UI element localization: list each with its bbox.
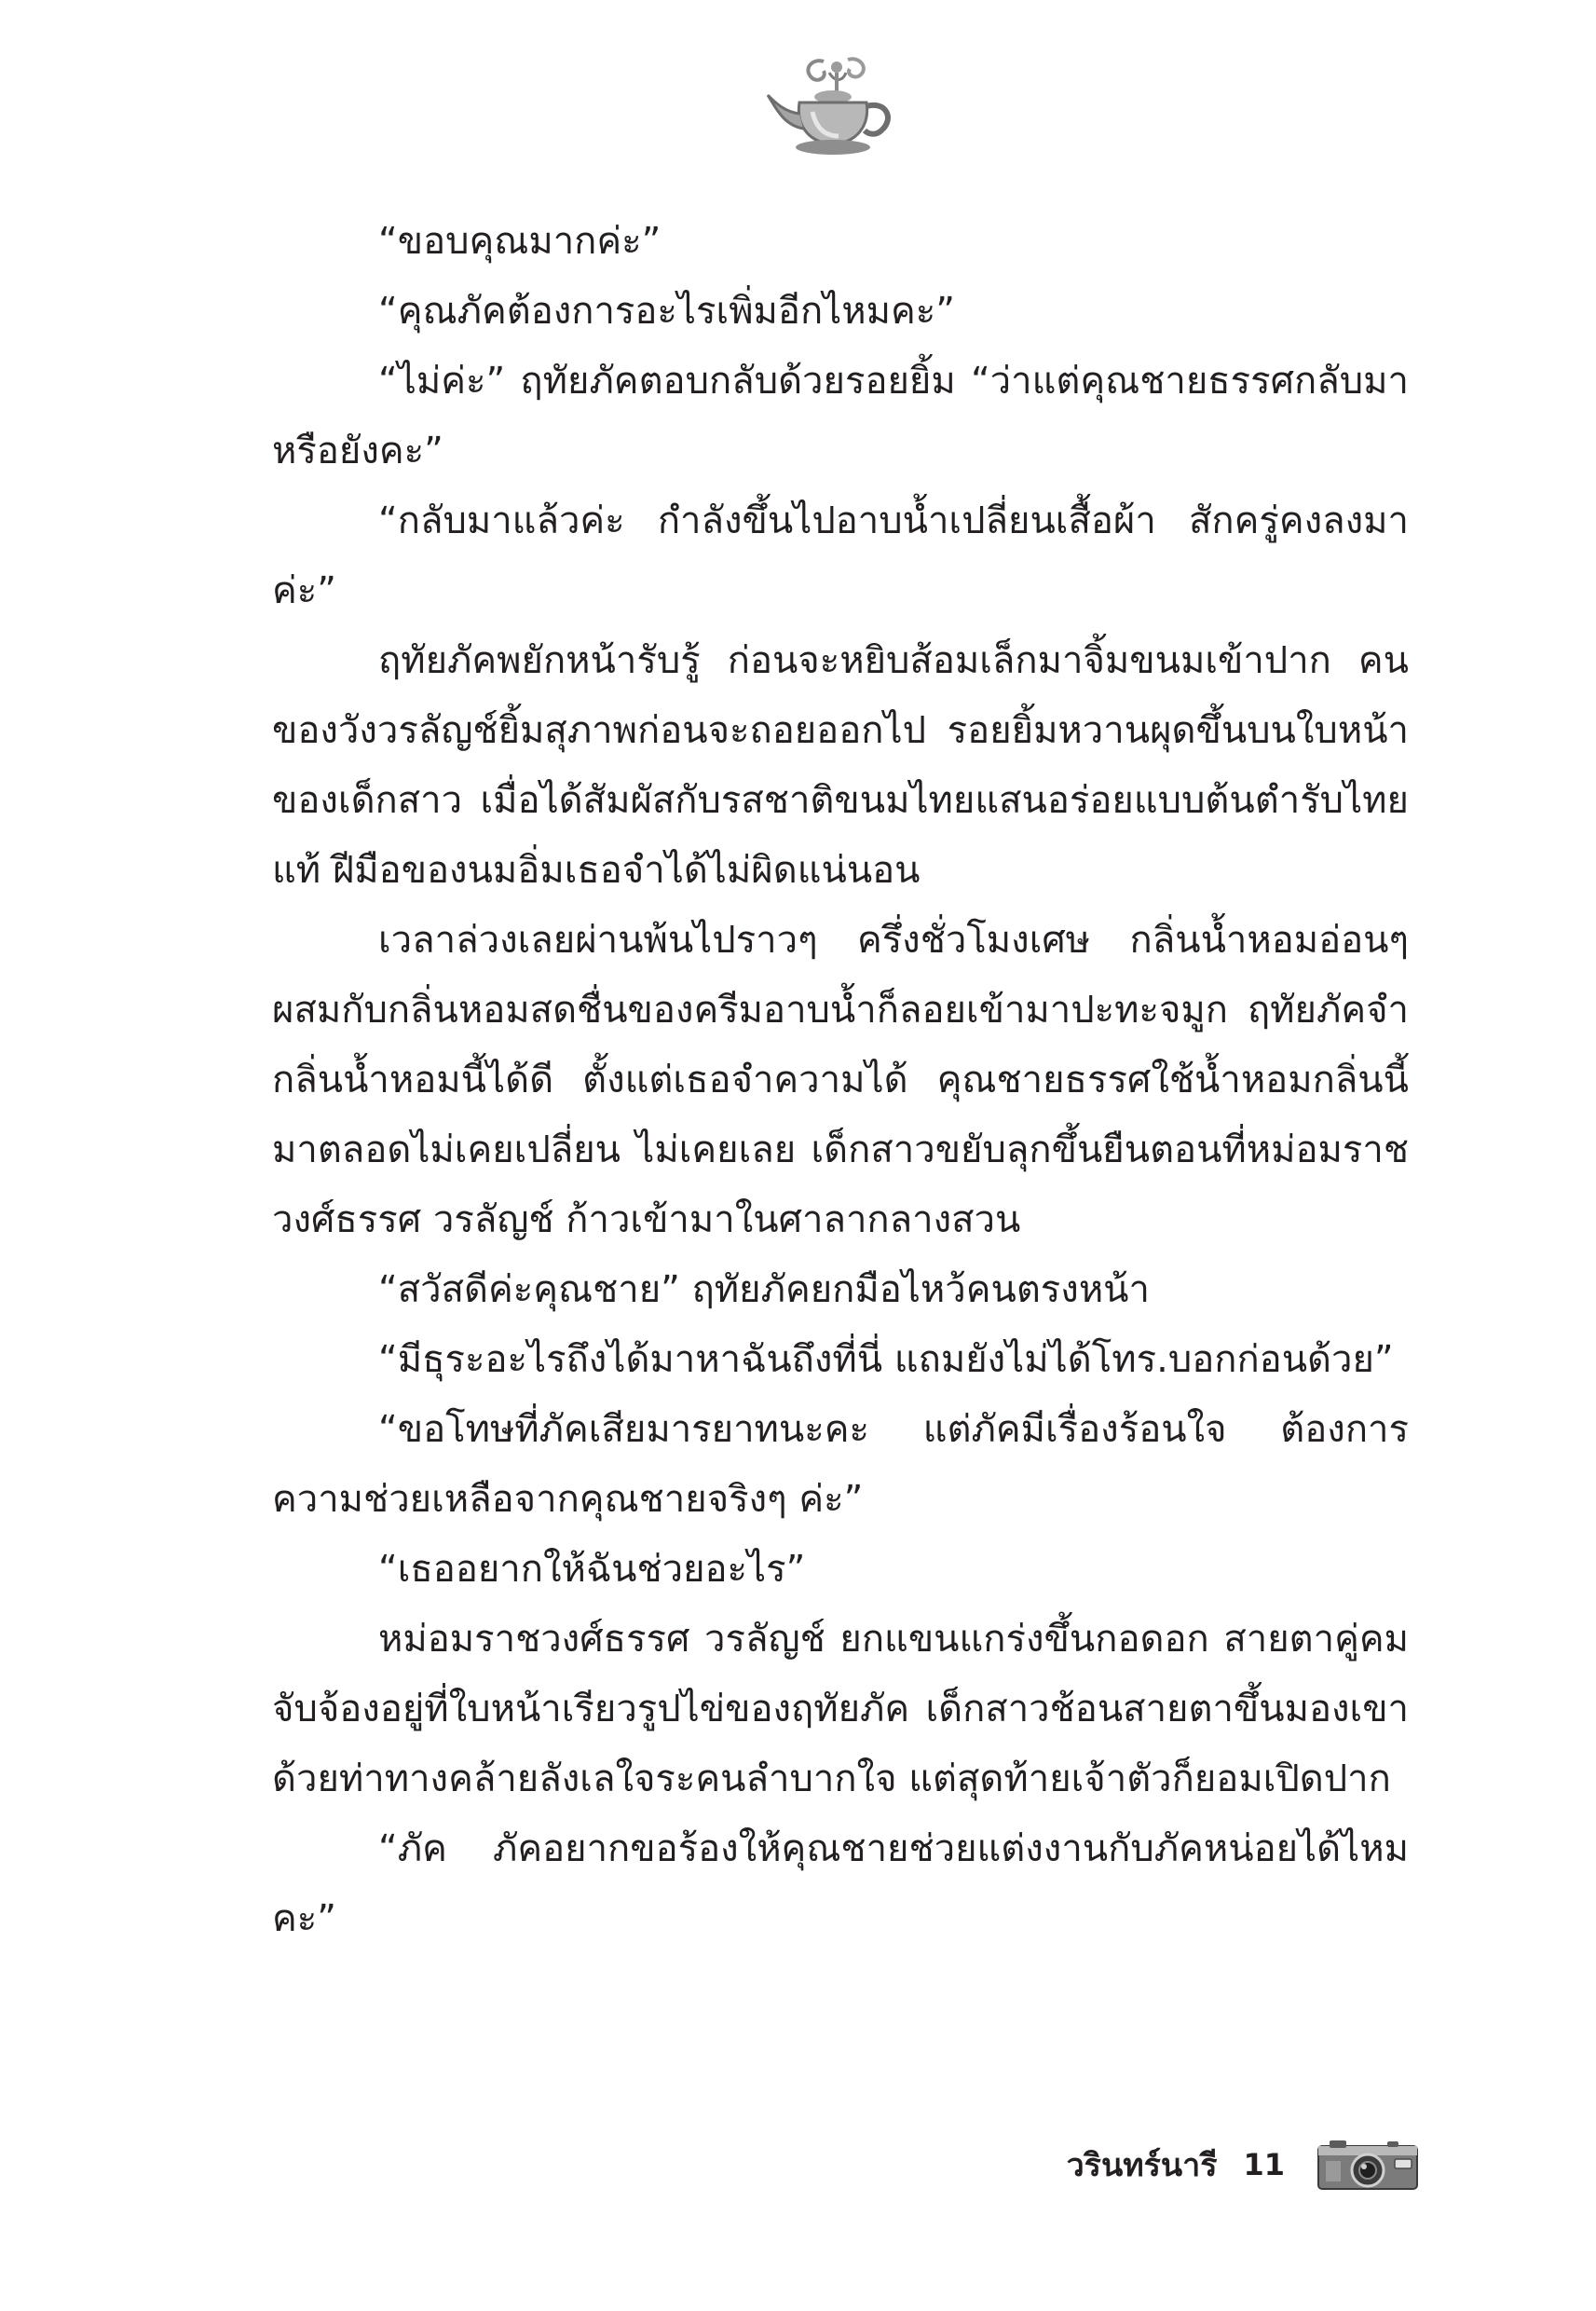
paragraph-4: “กลับมาแล้วค่ะ กำลังขึ้นไปอาบน้ำเปลี่ยนเสื้อผ้า สักครู่คงลงมาค่ะ”	[272, 499, 1409, 612]
paragraph-7: “สวัสดีค่ะคุณชาย” ฤทัยภัคยกมือไหว้คนตรงหน้า	[378, 1268, 1150, 1311]
paragraph-3: “ไม่ค่ะ” ฤทัยภัคตอบกลับด้วยรอยยิ้ม “ว่าแต่คุณชายธรรศกลับมาหรือยังคะ”	[272, 360, 1409, 472]
paragraph-6: เวลาล่วงเลยผ่านพ้นไปราวๆ ครึ่งชั่วโมงเศษ กลิ่นน้ำหอมอ่อนๆ ผสมกับกลิ่นหอมสดชื่นของครีมอาบน้ำก็ลอยเข้ามาปะทะจมูก ฤทัยภัคจำกลิ่นน้ำหอมนี้ได้ดี ตั้งแต่เธอจำความได้ คุณชายธรรศใช้น้ำหอมกลิ่นนี้มาตลอดไม่เคยเปลี่ยน ไม่เคยเลย เด็กสาวขยับลุกขึ้นยืนตอนที่หม่อมราชวงศ์ธรรศ วรลัญช์ ก้าวเข้ามาในศาลากลางสวน	[272, 919, 1409, 1241]
paragraph-10: “เธออยากให้ฉันช่วยอะไร”	[378, 1548, 806, 1591]
paragraph-2: “คุณภัคต้องการอะไรเพิ่มอีกไหมคะ”	[378, 290, 955, 333]
paragraph-12: “ภัค ภัคอยากขอร้องให้คุณชายช่วยแต่งงานกับภัคหน่อยได้ไหมคะ”	[272, 1827, 1409, 1940]
page-footer	[1067, 2141, 1419, 2188]
paragraph-9: “ขอโทษที่ภัคเสียมารยาทนะคะ แต่ภัคมีเรื่องร้อนใจ ต้องการความช่วยเหลือจากคุณชายจริงๆ ค่ะ”	[272, 1408, 1409, 1521]
paragraph-1: “ขอบคุณมากค่ะ”	[378, 220, 662, 263]
teapot-ornament-icon	[758, 54, 907, 166]
paragraph-5: ฤทัยภัคพยักหน้ารับรู้ ก่อนจะหยิบส้อมเล็กมาจิ้มขนมเข้าปาก คนของวังวรลัญช์ยิ้มสุภาพก่อนจะถอยออกไป รอยยิ้มหวานผุดขึ้นบนใบหน้าของเด็กสาว เมื่อได้สัมผัสกับรสชาติขนมไทยแสนอร่อยแบบต้นตำรับไทยแท้ ฝีมือของนมอิ่มเธอจำได้ไม่ผิดแน่นอน	[272, 639, 1409, 892]
paragraph-11: หม่อมราชวงศ์ธรรศ วรลัญช์ ยกแขนแกร่งขึ้นกอดอก สายตาคู่คมจับจ้องอยู่ที่ใบหน้าเรียวรูปไข่ของฤทัยภัค เด็กสาวช้อนสายตาขึ้นมองเขาด้วยท่าทางคล้ายลังเลใจระคนลำบากใจ แต่สุดท้ายเจ้าตัวก็ยอมเปิดปาก	[272, 1618, 1409, 1800]
story-text	[272, 207, 1409, 1954]
paragraph-8: “มีธุระอะไรถึงได้มาหาฉันถึงที่นี่ แถมยังไม่ได้โทร.บอกก่อนด้วย”	[378, 1338, 1394, 1381]
book-title: วรินทร์นารี	[1066, 2147, 1218, 2184]
camera-icon	[1316, 2139, 1419, 2191]
page-number: 11	[1243, 2147, 1285, 2182]
